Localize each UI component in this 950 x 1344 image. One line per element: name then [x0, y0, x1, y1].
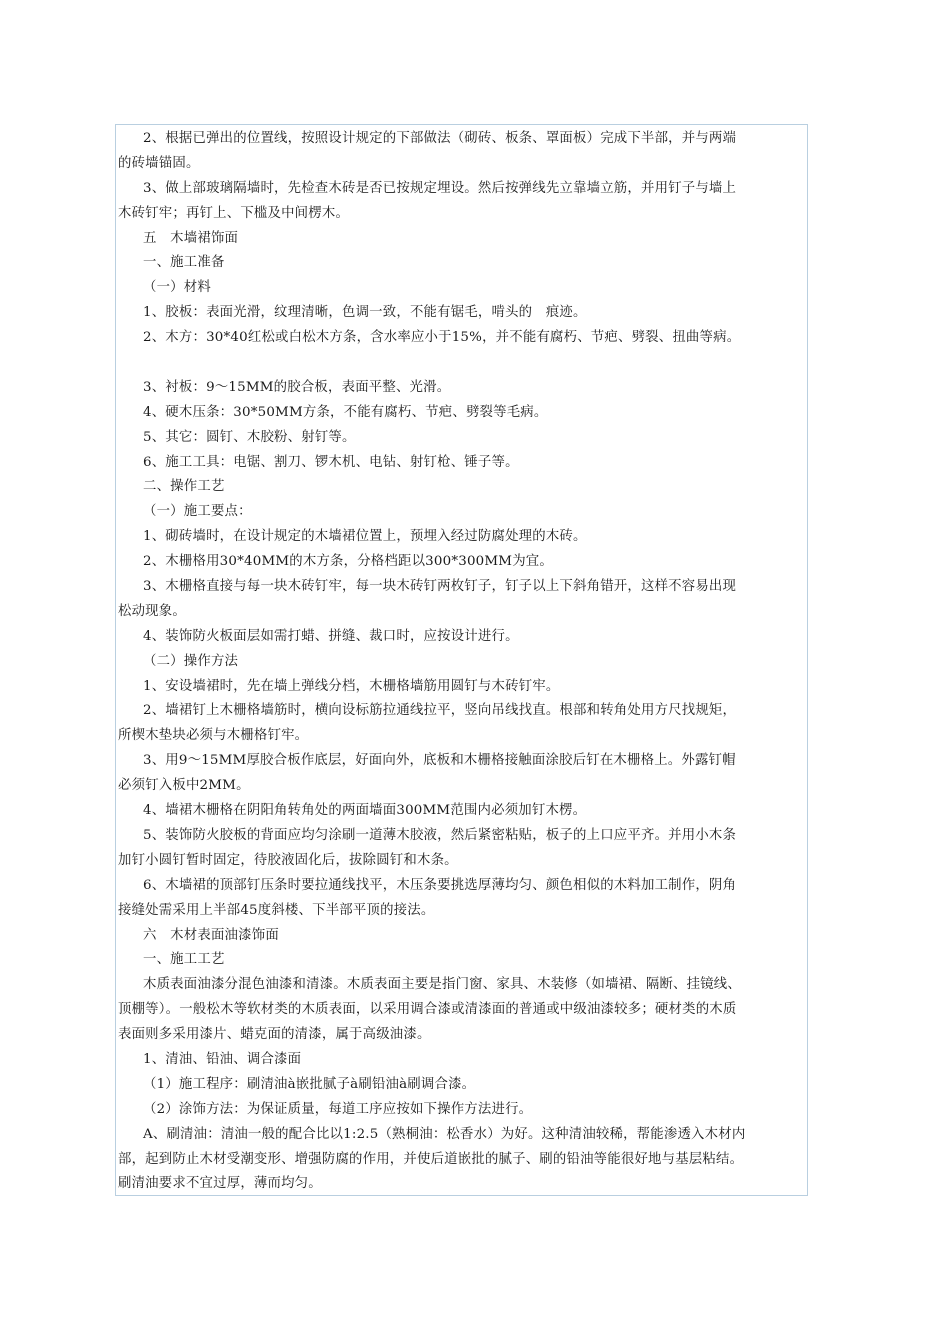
- text-line: （2）涂饰方法：为保证质量，每道工序应按如下操作方法进行。: [143, 1101, 533, 1117]
- text-line: 1、胶板：表面光滑，纹理清晰，色调一致，不能有锯毛，啃头的 痕迹。: [143, 305, 587, 321]
- text-line: 六 木材表面油漆饰面: [143, 927, 279, 943]
- text-line: 顶棚等）。一般松木等软材类的木质表面，以采用调合漆或清漆面的普通或中级油漆较多；硬材类的木质: [118, 1002, 737, 1018]
- text-line: 1、清油、铅油、调合漆面: [143, 1051, 302, 1067]
- text-line: 一、施工准备: [143, 255, 225, 271]
- text-line: （1）施工程序：刷清油à嵌批腻子à刷铅油à刷调合漆。: [143, 1076, 476, 1092]
- text-line: 6、施工工具：电锯、割刀、锣木机、电钻、射钉枪、锤子等。: [143, 454, 519, 470]
- text-line: 3、木栅格直接与每一块木砖钉牢，每一块木砖钉两枚钉子，钉子以上下斜角错开，这样不容易出现: [143, 579, 737, 595]
- text-line: 五 木墙裙饰面: [143, 230, 239, 246]
- text-line: 5、装饰防火胶板的背面应均匀涂刷一道薄木胶液，然后紧密粘贴，板子的上口应平齐。并用小木条: [143, 827, 737, 843]
- text-line: 加钉小圆钉暂时固定，待胶液固化后，拔除圆钉和木条。: [118, 852, 458, 868]
- text-line: 1、砌砖墙时，在设计规定的木墙裙位置上，预埋入经过防腐处理的木砖。: [143, 529, 587, 545]
- document-body: [118, 127, 805, 1196]
- text-line: 3、衬板：9～15MM的胶合板，表面平整、光滑。: [143, 379, 451, 395]
- text-line: 6、木墙裙的顶部钉压条时要拉通线找平，木压条要挑选厚薄均匀、颜色相似的木料加工制作，阴角: [143, 877, 737, 893]
- text-line: 2、根据已弹出的位置线，按照设计规定的下部做法（砌砖、板条、罩面板）完成下半部，并与两端: [143, 131, 737, 146]
- text-line: 2、墙裙钉上木栅格墙筋时，横向设标筋拉通线拉平，竖向吊线找直。根部和转角处用方尺找规矩，: [143, 703, 737, 719]
- text-line: 4、硬木压条：30*50MM方条，不能有腐朽、节疤、劈裂等毛病。: [143, 404, 548, 420]
- text-line: 3、做上部玻璃隔墙时，先检查木砖是否已按规定埋设。然后按弹线先立靠墙立筋，并用钉子与墙上: [143, 180, 737, 196]
- text-line: 一、施工工艺: [143, 952, 225, 968]
- text-line: 松动现象。: [118, 603, 186, 619]
- blank-line: [143, 351, 805, 376]
- text-line: 4、墙裙木栅格在阴阳角转角处的两面墙面300MM范围内必须加钉木楞。: [143, 803, 587, 819]
- document-frame: [115, 124, 808, 1196]
- text-line: 3、用9～15MM厚胶合板作底层，好面向外，底板和木栅格接触面涂胶后钉在木栅格上。外露钉帽: [143, 753, 736, 769]
- text-line: 接缝处需采用上半部45度斜楼、下半部平顶的接法。: [118, 902, 435, 918]
- text-line: 木砖钉牢；再钉上、下槛及中间楞木。: [118, 205, 350, 221]
- text-line: 表面则多采用漆片、蜡克面的清漆，属于高级油漆。: [118, 1027, 431, 1043]
- text-line: 部，起到防止木材受潮变形、增强防腐的作用，并使后道嵌批的腻子、刷的铅油等能很好地与基层粘结。: [118, 1151, 744, 1167]
- text-line: （一）材料: [143, 280, 211, 296]
- text-line: 刷清油要求不宜过厚，薄而均匀。: [118, 1176, 322, 1192]
- text-line: 必须钉入板中2MM。: [118, 778, 250, 794]
- text-line: A、刷清油：清油一般的配合比以1:2.5（熟桐油：松香水）为好。这种清油较稀，帮能渗透入木材内: [143, 1126, 746, 1142]
- text-line: 的砖墙锚固。: [118, 155, 200, 171]
- text-line: 木质表面油漆分混色油漆和清漆。木质表面主要是指门窗、家具、木装修（如墙裙、隔断、挂镜线、: [143, 977, 741, 993]
- text-line: （一）施工要点：: [143, 504, 252, 520]
- text-line: （二）操作方法: [143, 653, 239, 669]
- text-line: 5、其它：圆钉、木胶粉、射钉等。: [143, 429, 356, 445]
- text-line: 所楔木垫块必须与木栅格钉牢。: [118, 728, 309, 744]
- text-line: 2、木方：30*40红松或白松木方条，含水率应小于15%，并不能有腐朽、节疤、劈裂、扭曲等病。: [143, 330, 741, 346]
- text-line: 2、木栅格用30*40MM的木方条，分格档距以300*300MM为宜。: [143, 554, 553, 570]
- text-line: 二、操作工艺: [143, 479, 225, 495]
- text-line: 1、安设墙裙时，先在墙上弹线分档，木栅格墙筋用圆钉与木砖钉牢。: [143, 678, 560, 694]
- text-line: 4、装饰防火板面层如需打蜡、拼缝、裁口时，应按设计进行。: [143, 628, 519, 644]
